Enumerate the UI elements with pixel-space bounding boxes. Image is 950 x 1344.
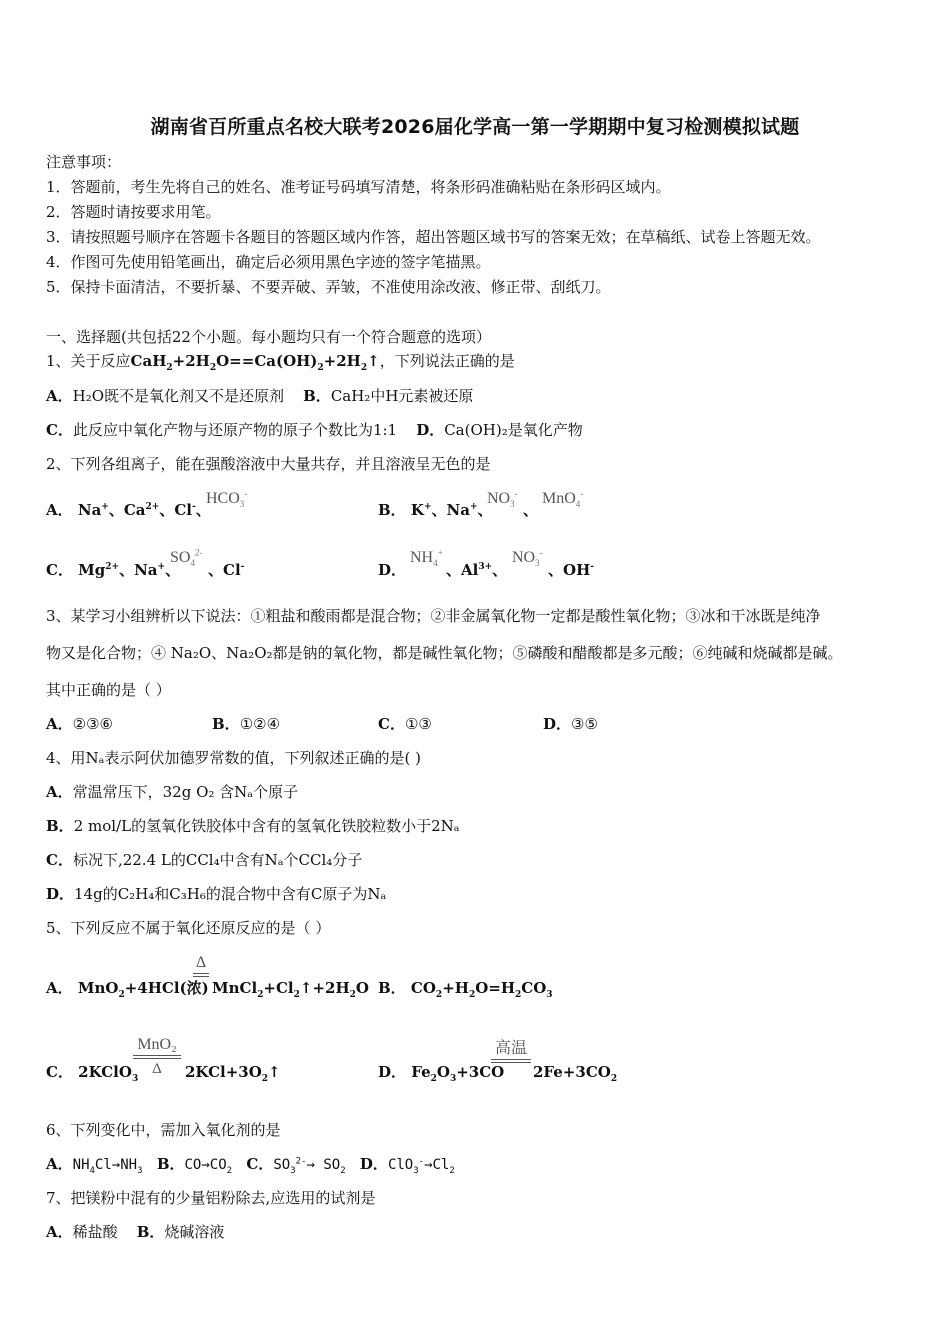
- option-d[interactable]: D． $Fe_2O_3+3CO$: [378, 1063, 505, 1084]
- option-d-products: $2Fe+3CO_2$: [533, 1063, 618, 1084]
- option-b[interactable]: B．①②④: [212, 715, 281, 733]
- question-6-options: A．$NH_4Cl\to NH_3$ B．$CO\to CO_2$ C．$SO_3^{2-}\to SO_2$ D．$ClO_3^-\to Cl_2$: [46, 1155, 455, 1176]
- option-b[interactable]: 烧碱溶液: [164, 1223, 225, 1241]
- option-a[interactable]: A． MnO$_2$+4HCl(浓): [46, 979, 209, 1000]
- question-7-options: A．稀盐酸 B．烧碱溶液: [46, 1223, 225, 1241]
- separator: 、: [523, 501, 539, 519]
- option-d-tail: 、OH-: [548, 561, 594, 579]
- option-c[interactable]: $SO_3^{2-}\to SO_2$: [273, 1156, 346, 1176]
- nh4-ion: $NH_4^+$: [410, 547, 443, 569]
- section-heading: 一、选择题(共包括22个小题。每小题均只有一个符合题意的选项）: [46, 328, 491, 346]
- option-b[interactable]: B． $CO_2+H_2O=H_2CO_3$: [378, 979, 553, 1000]
- no3-ion: $NO_3^-$: [487, 488, 518, 510]
- question-7-stem: 7、把镁粉中混有的少量铝粉除去,应选用的试剂是: [46, 1189, 376, 1207]
- option-c[interactable]: 此反应中氧化产物与还原产物的原子个数比为1:1: [72, 421, 398, 439]
- notice-item: 2．答题时请按要求用笔。: [46, 203, 221, 221]
- question-6-stem: 6、下列变化中，需加入氧化剂的是: [46, 1121, 281, 1139]
- notice-item: 1．答题前，考生先将自己的姓名、准考证号码填写清楚，将条形码准确粘贴在条形码区域内。: [46, 178, 671, 196]
- heat-condition: Δ: [193, 954, 209, 978]
- option-c-products: $2KCl+3O_2↑$: [185, 1063, 281, 1084]
- option-a-products: $MnCl_2+Cl_2↑+2H_2O$: [212, 979, 369, 1000]
- question-3-stem: 物又是化合物；④ Na₂O、Na₂O₂都是钠的氧化物，都是碱性氧化物；⑤磷酸和醋酸都是多元酸；⑥纯碱和烧碱都是碱。: [46, 644, 843, 662]
- option-b[interactable]: B．2 mol/L的氢氧化铁胶体中含有的氢氧化铁胶粒数小于2Nₐ: [46, 817, 460, 835]
- option-a[interactable]: A．常温常压下，32g O₂ 含Nₐ个原子: [46, 783, 299, 801]
- option-a[interactable]: $NH_4Cl\to NH_3$: [72, 1157, 143, 1176]
- question-1-options-ab: A．H₂O既不是氧化剂又不是还原剂 B．CaH₂中H元素被还原: [46, 387, 474, 405]
- hco3-ion: $HCO_3^-$: [206, 488, 248, 510]
- option-a[interactable]: A．②③⑥: [46, 715, 113, 733]
- question-2-stem: 2、下列各组离子，能在强酸溶液中大量共存，并且溶液呈无色的是: [46, 455, 491, 473]
- question-1-stem: 1、关于反应$CaH_2+2H_2O==Ca(OH)_2+2H_2↑$，下列说法正确的是: [46, 352, 515, 373]
- option-d[interactable]: Ca(OH)₂是氧化产物: [444, 421, 583, 439]
- option-c[interactable]: C．①③: [378, 715, 432, 733]
- high-temp-condition: 高温: [491, 1040, 531, 1064]
- option-a[interactable]: H₂O既不是氧化剂又不是还原剂: [72, 387, 285, 405]
- option-d[interactable]: D．③⑤: [543, 715, 598, 733]
- notice-item: 5．保持卡面清洁，不要折暴、不要弄破、弄皱，不准使用涂改液、修正带、刮纸刀。: [46, 278, 611, 296]
- option-c[interactable]: C． $Mg^{2+}$、Na+、: [46, 561, 181, 579]
- option-c-tail: 、Cl-: [208, 561, 245, 579]
- option-c[interactable]: C． 2KClO$_3$: [46, 1063, 139, 1084]
- question-4-stem: 4、用Nₐ表示阿伏加德罗常数的值，下列叙述正确的是( ): [46, 749, 421, 767]
- option-a[interactable]: 稀盐酸: [72, 1223, 118, 1241]
- question-5-stem: 5、下列反应不属于氧化还原反应的是（ ）: [46, 919, 331, 937]
- no3-ion: $NO_3^-$: [512, 547, 543, 569]
- notice-heading: 注意事项：: [46, 153, 122, 171]
- option-d-mid: 、$Al^{3+}$、: [446, 561, 508, 579]
- notice-item: 4．作图可先使用铅笔画出，确定后必须用黑色字迹的签字笔描黑。: [46, 253, 491, 271]
- question-1-options-cd: C．此反应中氧化产物与还原产物的原子个数比为1:1 D．Ca(OH)₂是氧化产物: [46, 421, 583, 439]
- catalyst-condition: MnO₂ Δ: [133, 1036, 181, 1078]
- option-a[interactable]: A． Na+、$Ca^{2+}$、Cl-、: [46, 501, 211, 519]
- option-b[interactable]: $CO\to CO_2$: [184, 1157, 233, 1176]
- option-b[interactable]: B． K+、Na+、: [378, 501, 493, 519]
- option-b[interactable]: CaH₂中H元素被还原: [330, 387, 474, 405]
- page-title: 湖南省百所重点名校大联考2026届化学高一第一学期期中复习检测模拟试题: [150, 116, 800, 138]
- option-d[interactable]: D．14g的C₂H₄和C₃H₆的混合物中含有C原子为Nₐ: [46, 885, 387, 903]
- question-3-stem: 3、某学习小组辨析以下说法：①粗盐和酸雨都是混合物；②非金属氧化物一定都是酸性氧化物；③冰和干冰既是纯净: [46, 607, 821, 625]
- option-d[interactable]: D．: [378, 561, 407, 579]
- option-c[interactable]: C．标况下,22.4 L的CCl₄中含有Nₐ个CCl₄分子: [46, 851, 363, 869]
- so4-ion: $SO_4^{2-}$: [170, 547, 203, 569]
- notice-item: 3．请按照题号顺序在答题卡各题目的答题区域内作答，超出答题区域书写的答案无效；在草稿纸、试卷上答题无效。: [46, 228, 821, 246]
- mno4-ion: MnO$_4$-: [542, 488, 584, 510]
- option-d[interactable]: $ClO_3^-\to Cl_2$: [387, 1156, 455, 1176]
- question-3-stem: 其中正确的是（ ）: [46, 681, 171, 699]
